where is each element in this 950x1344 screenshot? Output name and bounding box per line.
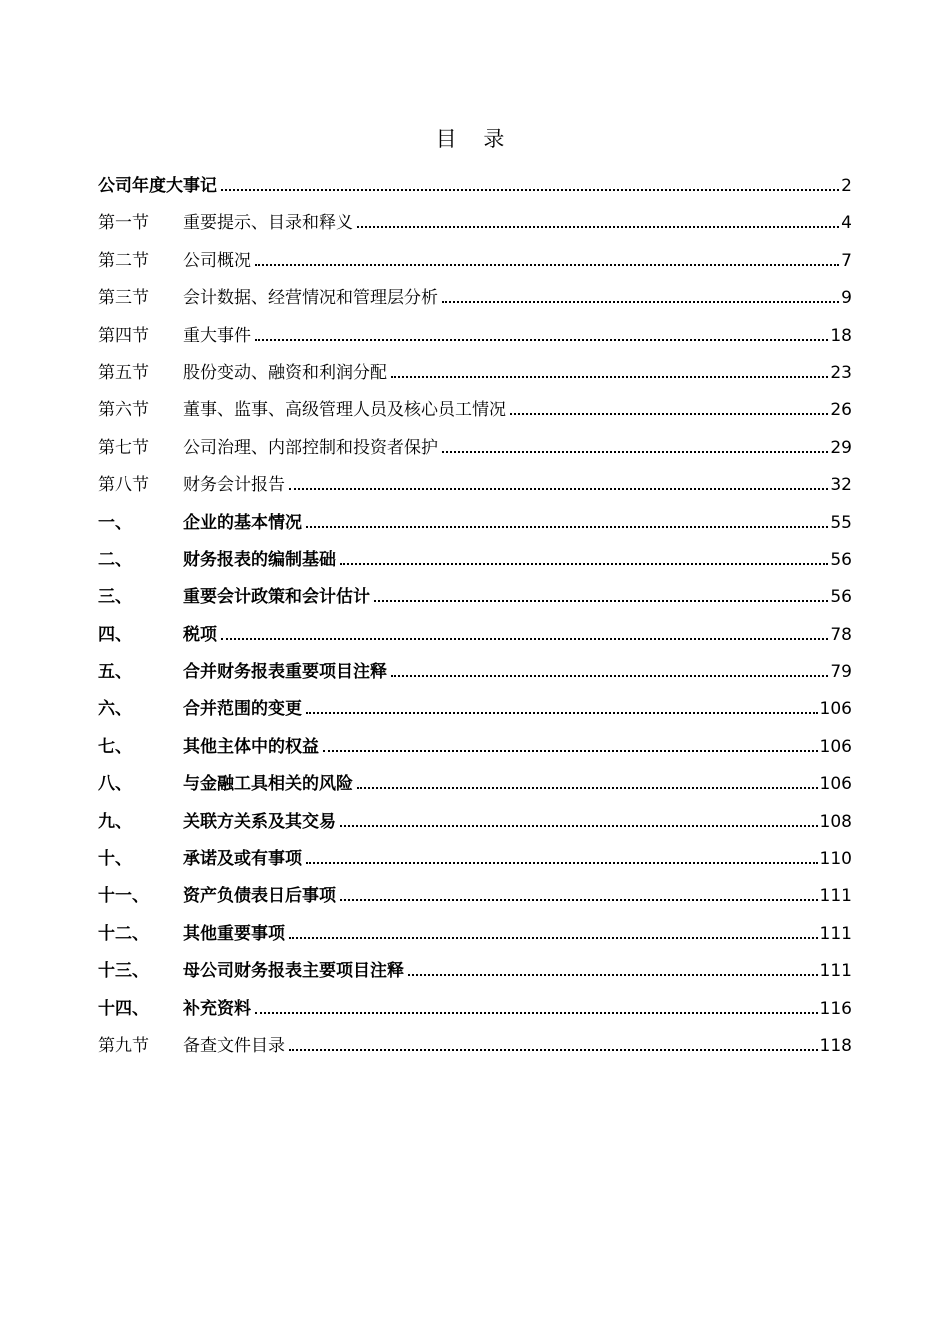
toc-entry-label: 第六节: [98, 400, 149, 421]
toc-entry-section-3[interactable]: [98, 282, 852, 319]
toc-entry-title: 合并财务报表重要项目注释: [183, 662, 387, 683]
dot-leader: [221, 637, 828, 640]
toc-entry-section-6[interactable]: [98, 394, 852, 431]
dot-leader: [340, 898, 818, 901]
toc-entry-page: 108: [819, 811, 852, 832]
dot-leader: [340, 562, 828, 565]
toc-entry-label: 九、: [98, 811, 132, 832]
toc-entry-label: 第二节: [98, 250, 149, 271]
dot-leader: [289, 936, 818, 939]
toc-entry-page: 29: [830, 437, 852, 458]
toc-entry-label: 第一节: [98, 213, 149, 234]
toc-entry-label: 二、: [98, 549, 132, 570]
dot-leader: [357, 225, 839, 228]
dot-leader: [357, 786, 818, 789]
toc-entry-note-2[interactable]: [98, 544, 852, 581]
toc-entry-title: 资产负债表日后事项: [183, 886, 336, 907]
toc-entry-title: 会计数据、经营情况和管理层分析: [183, 288, 438, 309]
toc-entry-page: 106: [819, 699, 852, 720]
toc-entry-title: 税项: [183, 624, 217, 645]
toc-entry-title: 重要会计政策和会计估计: [183, 587, 370, 608]
toc-entry-label: 一、: [98, 512, 132, 533]
toc-entry-page: 118: [819, 1035, 852, 1056]
toc-entry-section-7[interactable]: [98, 432, 852, 469]
toc-entry-title: 合并范围的变更: [183, 699, 302, 720]
toc-entry-title: 重要提示、目录和释义: [183, 213, 353, 234]
toc-entry-page: 2: [841, 176, 852, 196]
dot-leader: [391, 375, 828, 378]
toc-entry-title: 关联方关系及其交易: [183, 811, 336, 832]
toc-entry-title: 财务会计报告: [183, 475, 285, 496]
dot-leader: [306, 861, 818, 864]
toc-entry-label: 三、: [98, 587, 132, 608]
dot-leader: [221, 188, 839, 191]
toc-entry-page: 56: [830, 587, 852, 608]
toc-entry-title: 备查文件目录: [183, 1035, 285, 1056]
toc-entry-label: 六、: [98, 699, 132, 720]
toc-entry-label: 第八节: [98, 475, 149, 496]
toc-entry-section-1[interactable]: [98, 207, 852, 244]
toc-entry-note-10[interactable]: [98, 843, 852, 880]
toc-entry-page: 56: [830, 549, 852, 570]
toc-entry-label: 四、: [98, 624, 132, 645]
dot-leader: [374, 599, 828, 602]
dot-leader: [289, 1048, 818, 1051]
toc-entry-page: 111: [819, 886, 852, 907]
toc-entry-label: 十、: [98, 849, 132, 870]
toc-entry-page: 106: [819, 774, 852, 795]
toc-entry-label: 十二、: [98, 923, 149, 944]
toc-entry-section-2[interactable]: [98, 245, 852, 282]
toc-entry-note-6[interactable]: [98, 693, 852, 730]
toc-entry-note-13[interactable]: [98, 955, 852, 992]
toc-entry-note-11[interactable]: [98, 880, 852, 917]
dot-leader: [255, 1011, 818, 1014]
toc-entry-page: 32: [830, 475, 852, 496]
toc-entry-note-5[interactable]: [98, 656, 852, 693]
toc-entry-note-3[interactable]: [98, 581, 852, 618]
toc-entry-note-8[interactable]: [98, 768, 852, 805]
toc-entry-page: 110: [819, 849, 852, 870]
toc-entry-title: 承诺及或有事项: [183, 849, 302, 870]
dot-leader: [340, 824, 818, 827]
toc-entry-title: 公司概况: [183, 250, 251, 271]
toc-entry-title: 其他重要事项: [183, 923, 285, 944]
toc-entry-section-9[interactable]: [98, 1030, 852, 1067]
toc-entry-section-5[interactable]: [98, 357, 852, 394]
toc-entry-label: 第九节: [98, 1035, 149, 1056]
toc-entry-page: 26: [830, 400, 852, 421]
toc-entry-label: 七、: [98, 736, 132, 757]
toc-entry-title: 董事、监事、高级管理人员及核心员工情况: [183, 400, 506, 421]
toc-entry-label: 十三、: [98, 961, 149, 982]
toc-entry-page: 55: [830, 512, 852, 533]
toc-entry-title: 股份变动、融资和利润分配: [183, 362, 387, 383]
toc-entry-label: 八、: [98, 774, 132, 795]
toc-entry-title: 企业的基本情况: [183, 512, 302, 533]
dot-leader: [289, 487, 828, 490]
toc-entry-section-8[interactable]: [98, 469, 852, 506]
dot-leader: [408, 973, 818, 976]
toc-entry-label: 十四、: [98, 998, 149, 1019]
dot-leader: [442, 300, 839, 303]
toc-entry-title: 其他主体中的权益: [183, 736, 319, 757]
toc-entry-title: 公司年度大事记: [98, 176, 217, 196]
toc-entry-note-12[interactable]: [98, 918, 852, 955]
toc-entry-page: 78: [830, 624, 852, 645]
toc-entry-page: 7: [841, 250, 852, 271]
toc-entry-section-4[interactable]: [98, 320, 852, 357]
toc-entry-note-1[interactable]: [98, 507, 852, 544]
dot-leader: [510, 412, 828, 415]
toc-entry-label: 第七节: [98, 437, 149, 458]
dot-leader: [255, 338, 828, 341]
toc-entry-page: 23: [830, 362, 852, 383]
toc-entry-note-14[interactable]: [98, 993, 852, 1030]
toc-entry-title: 财务报表的编制基础: [183, 549, 336, 570]
toc-entry-note-4[interactable]: [98, 619, 852, 656]
toc-entry-title: 补充资料: [183, 998, 251, 1019]
dot-leader: [323, 749, 818, 752]
toc-entry-note-9[interactable]: [98, 806, 852, 843]
toc-entry-title: 重大事件: [183, 325, 251, 346]
toc-entry-title: 母公司财务报表主要项目注释: [183, 961, 404, 982]
toc-entry-page: 111: [819, 961, 852, 982]
dot-leader: [391, 674, 828, 677]
toc-entry-label: 第四节: [98, 325, 149, 346]
toc-entry-page: 79: [830, 662, 852, 683]
toc-entry-title: 与金融工具相关的风险: [183, 774, 353, 795]
toc-entry-page: 106: [819, 736, 852, 757]
toc-entry-page: 9: [841, 288, 852, 309]
dot-leader: [306, 711, 818, 714]
toc-entry-page: 4: [841, 213, 852, 234]
dot-leader: [255, 263, 839, 266]
toc-entry-page: 116: [819, 998, 852, 1019]
page-title: 目 录: [435, 127, 515, 151]
toc-entry-label: 第三节: [98, 288, 149, 309]
toc-entry-label: 五、: [98, 662, 132, 683]
toc-entry-label: 第五节: [98, 362, 149, 383]
dot-leader: [442, 450, 828, 453]
toc-entry-note-7[interactable]: [98, 731, 852, 768]
toc-entry-label: 十一、: [98, 886, 149, 907]
toc-entry-page: 18: [830, 325, 852, 346]
toc-entry-annual-events[interactable]: [98, 170, 852, 207]
toc-entry-page: 111: [819, 923, 852, 944]
toc-entry-title: 公司治理、内部控制和投资者保护: [183, 437, 438, 458]
table-of-contents: [98, 170, 852, 1067]
dot-leader: [306, 525, 828, 528]
